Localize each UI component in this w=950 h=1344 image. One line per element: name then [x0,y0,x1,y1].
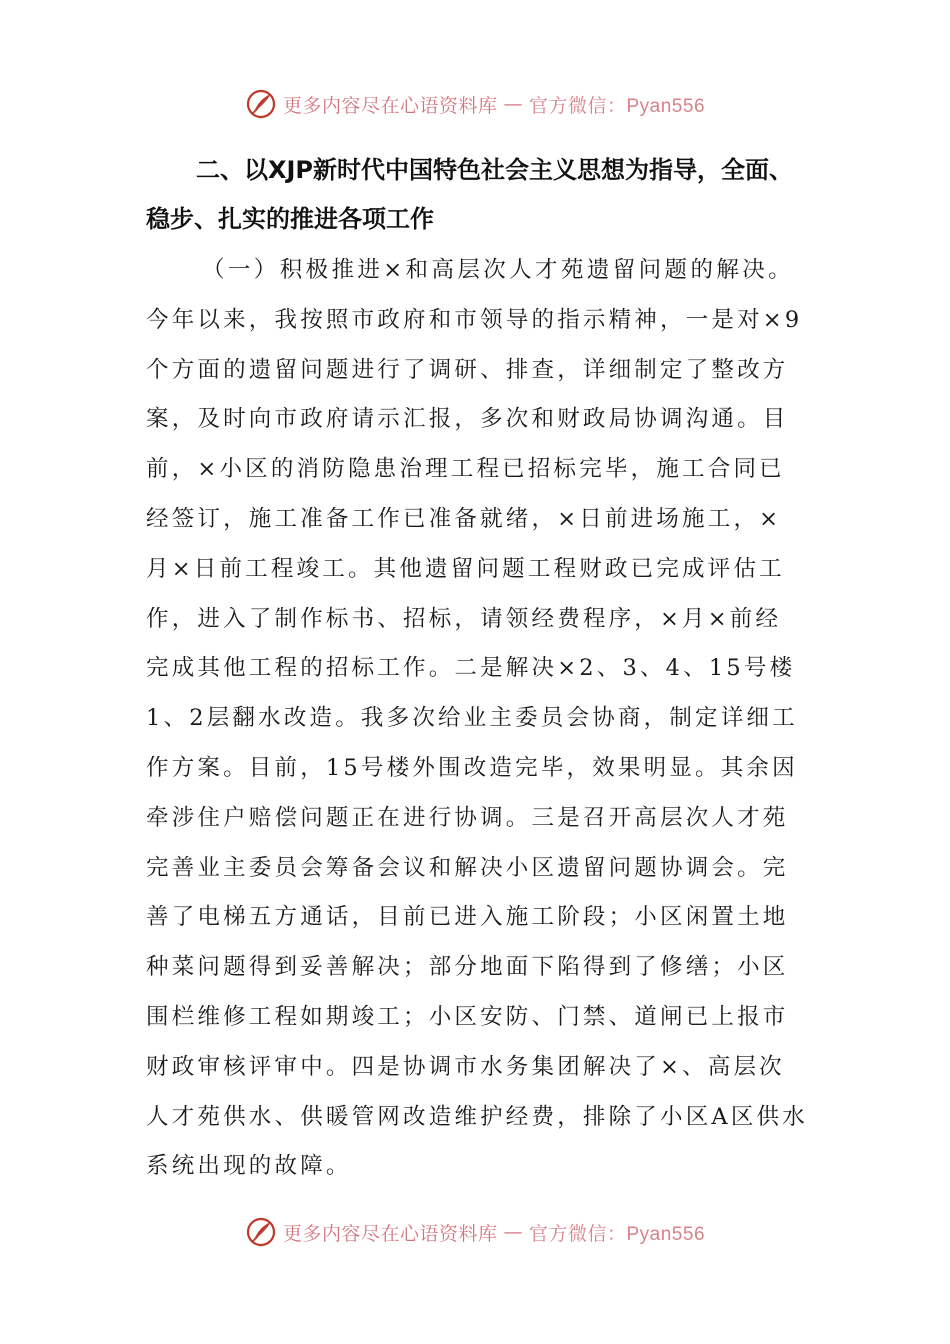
body-line: 人才苑供水、供暖管网改造维护经费，排除了小区A区供水 [146,1103,808,1130]
body-line: 案，及时向市政府请示汇报，多次和财政局协调沟通。目 [146,406,789,433]
banner-wechat-text: 官方微信：Pyan556 [529,95,706,117]
heading-line-2: 稳步、扎实的推进各项工作 [146,205,434,233]
quill-logo-icon [245,1216,277,1248]
body-line: 前，×小区的消防隐患治理工程已招标完毕，施工合同已 [146,456,785,483]
body-line: 完善业主委员会筹备会议和解决小区遗留问题协调会。完 [146,854,789,881]
quill-logo-icon [245,88,277,120]
body-line: 财政审核评审中。四是协调市水务集团解决了×、高层次 [146,1053,785,1080]
banner-separator: — [503,93,523,115]
body-line: 系统出现的故障。 [146,1153,352,1180]
body-line: 个方面的遗留问题进行了调研、排查，详细制定了整改方 [146,356,789,383]
body-line: 善了电梯五方通话，目前已进入施工阶段；小区闲置土地 [146,904,789,931]
body-paragraph [146,246,816,1192]
body-line: 月×日前工程竣工。其他遗留问题工程财政已完成评估工 [146,555,785,582]
footer-watermark-banner [0,1212,950,1252]
banner-wechat-text: 官方微信：Pyan556 [529,1223,706,1245]
body-line: （一）积极推进×和高层次人才苑遗留问题的解决。 [202,257,795,283]
heading-line-1: 二、以XJP新时代中国特色社会主义思想为指导，全面、 [196,156,794,184]
body-line: 作方案。目前，15号楼外围改造完毕，效果明显。其余因 [146,754,798,781]
body-line: 种菜问题得到妥善解决；部分地面下陷得到了修缮；小区 [146,954,789,981]
section-heading [146,146,836,244]
body-line: 牵涉住户赔偿问题正在进行协调。三是召开高层次人才苑 [146,804,789,831]
body-line: 围栏维修工程如期竣工；小区安防、门禁、道闸已上报市 [146,1003,789,1030]
banner-brand-text: 更多内容尽在心语资料库 [282,1222,498,1245]
body-line: 作，进入了制作标书、招标，请领经费程序，×月×前经 [146,605,782,632]
header-watermark-banner [0,84,950,124]
body-line: 今年以来，我按照市政府和市领导的指示精神，一是对×9 [146,306,803,333]
body-line: 经签订，施工准备工作已准备就绪，×日前进场施工，× [146,505,782,532]
banner-separator: — [503,1221,523,1243]
body-line: 完成其他工程的招标工作。二是解决×2、3、4、15号楼 [146,655,796,682]
body-line: 1、2层翻水改造。我多次给业主委员会协商，制定详细工 [146,705,798,732]
banner-brand-text: 更多内容尽在心语资料库 [282,94,498,117]
